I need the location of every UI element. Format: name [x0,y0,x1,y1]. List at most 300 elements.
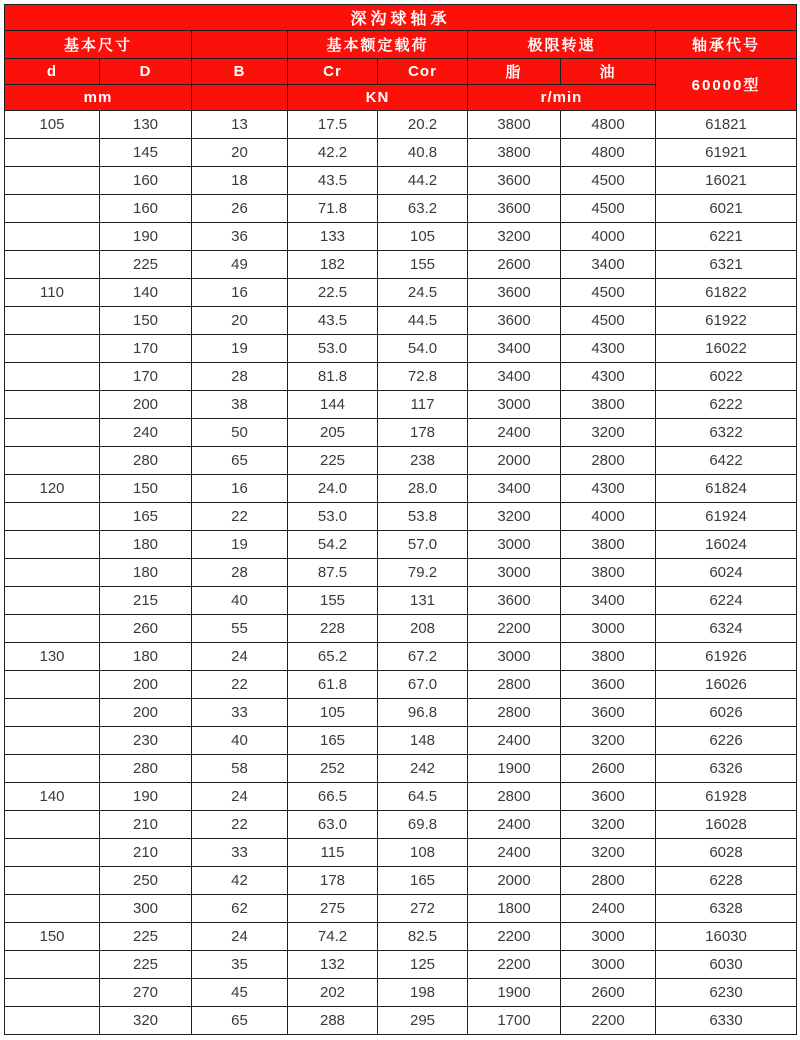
cell-D: 280 [100,755,192,783]
cell-grease-speed: 3000 [468,391,561,419]
col-header-grease: 脂 [468,59,561,85]
cell-bearing-code: 61921 [656,139,797,167]
table-row [5,923,797,951]
table-row [5,755,797,783]
cell-bearing-code: 61926 [656,643,797,671]
cell-Cr: 53.0 [288,503,378,531]
cell-D: 200 [100,699,192,727]
cell-Cor: 148 [378,727,468,755]
header-group-spacer [192,31,288,59]
cell-grease-speed: 2400 [468,839,561,867]
cell-Cr: 202 [288,979,378,1007]
cell-D: 160 [100,195,192,223]
cell-Cor: 57.0 [378,531,468,559]
cell-Cor: 295 [378,1007,468,1035]
col-header-B: B [192,59,288,85]
cell-B: 16 [192,475,288,503]
cell-grease-speed: 3400 [468,335,561,363]
cell-D: 170 [100,363,192,391]
table-row [5,167,797,195]
cell-d [5,251,100,279]
cell-oil-speed: 4800 [561,111,656,139]
cell-Cr: 228 [288,615,378,643]
cell-d [5,951,100,979]
table-row [5,195,797,223]
cell-d [5,391,100,419]
header-group-bearing-code: 轴承代号 [656,31,797,59]
cell-bearing-code: 61924 [656,503,797,531]
cell-d [5,867,100,895]
cell-B: 18 [192,167,288,195]
cell-bearing-code: 6326 [656,755,797,783]
cell-B: 50 [192,419,288,447]
cell-d [5,587,100,615]
cell-oil-speed: 4500 [561,195,656,223]
table-row [5,811,797,839]
table-row [5,307,797,335]
cell-D: 150 [100,307,192,335]
cell-Cr: 66.5 [288,783,378,811]
header-group-basic-dimensions: 基本尺寸 [5,31,192,59]
cell-D: 180 [100,559,192,587]
cell-D: 240 [100,419,192,447]
cell-bearing-code: 6324 [656,615,797,643]
cell-d [5,671,100,699]
cell-Cr: 115 [288,839,378,867]
cell-Cr: 288 [288,1007,378,1035]
table-row [5,867,797,895]
col-header-code-type: 60000型 [656,59,797,111]
cell-Cor: 54.0 [378,335,468,363]
table-row [5,839,797,867]
cell-Cr: 133 [288,223,378,251]
cell-Cor: 117 [378,391,468,419]
table-row [5,335,797,363]
cell-Cor: 272 [378,895,468,923]
table-row [5,1007,797,1035]
cell-B: 33 [192,699,288,727]
cell-grease-speed: 3200 [468,503,561,531]
cell-bearing-code: 6422 [656,447,797,475]
unit-mm: mm [5,85,192,111]
cell-oil-speed: 3200 [561,811,656,839]
cell-grease-speed: 3400 [468,475,561,503]
cell-Cor: 64.5 [378,783,468,811]
unit-spacer [192,85,288,111]
cell-d [5,363,100,391]
cell-D: 170 [100,335,192,363]
cell-D: 165 [100,503,192,531]
cell-d [5,1007,100,1035]
cell-d [5,895,100,923]
cell-Cr: 144 [288,391,378,419]
cell-Cr: 54.2 [288,531,378,559]
cell-bearing-code: 6021 [656,195,797,223]
cell-grease-speed: 2400 [468,811,561,839]
cell-grease-speed: 1900 [468,755,561,783]
cell-oil-speed: 2800 [561,447,656,475]
cell-oil-speed: 3800 [561,643,656,671]
cell-D: 300 [100,895,192,923]
cell-bearing-code: 6224 [656,587,797,615]
cell-Cr: 22.5 [288,279,378,307]
cell-d: 150 [5,923,100,951]
cell-grease-speed: 3000 [468,559,561,587]
cell-oil-speed: 4300 [561,335,656,363]
cell-Cr: 205 [288,419,378,447]
cell-grease-speed: 2000 [468,447,561,475]
cell-D: 145 [100,139,192,167]
table-row [5,503,797,531]
cell-D: 215 [100,587,192,615]
cell-d [5,223,100,251]
table-row [5,559,797,587]
cell-D: 190 [100,223,192,251]
cell-grease-speed: 2800 [468,671,561,699]
cell-bearing-code: 16028 [656,811,797,839]
col-header-d: d [5,59,100,85]
cell-D: 320 [100,1007,192,1035]
cell-bearing-code: 6221 [656,223,797,251]
table-row [5,671,797,699]
cell-bearing-code: 6321 [656,251,797,279]
cell-Cr: 65.2 [288,643,378,671]
cell-Cr: 165 [288,727,378,755]
col-header-oil: 油 [561,59,656,85]
cell-D: 200 [100,391,192,419]
table-row [5,895,797,923]
cell-bearing-code: 61821 [656,111,797,139]
cell-Cor: 44.2 [378,167,468,195]
col-header-Cor: Cor [378,59,468,85]
cell-Cr: 252 [288,755,378,783]
cell-bearing-code: 6026 [656,699,797,727]
cell-d [5,531,100,559]
cell-oil-speed: 4800 [561,139,656,167]
cell-oil-speed: 3800 [561,391,656,419]
cell-grease-speed: 2800 [468,783,561,811]
cell-oil-speed: 4000 [561,223,656,251]
cell-bearing-code: 61922 [656,307,797,335]
cell-B: 22 [192,503,288,531]
table-row [5,643,797,671]
cell-Cor: 165 [378,867,468,895]
cell-grease-speed: 3000 [468,643,561,671]
table-title: 深沟球轴承 [5,5,797,31]
cell-oil-speed: 4500 [561,307,656,335]
cell-oil-speed: 3800 [561,531,656,559]
cell-Cor: 44.5 [378,307,468,335]
cell-B: 24 [192,783,288,811]
cell-oil-speed: 3800 [561,559,656,587]
cell-D: 210 [100,839,192,867]
cell-bearing-code: 16026 [656,671,797,699]
cell-oil-speed: 4300 [561,475,656,503]
cell-D: 160 [100,167,192,195]
table-row [5,363,797,391]
table-row [5,419,797,447]
cell-Cor: 108 [378,839,468,867]
cell-Cr: 178 [288,867,378,895]
cell-d [5,979,100,1007]
cell-D: 260 [100,615,192,643]
cell-bearing-code: 61822 [656,279,797,307]
cell-B: 20 [192,307,288,335]
cell-grease-speed: 1700 [468,1007,561,1035]
cell-bearing-code: 6322 [656,419,797,447]
table-row [5,251,797,279]
cell-grease-speed: 2600 [468,251,561,279]
cell-d [5,755,100,783]
cell-bearing-code: 61928 [656,783,797,811]
cell-d [5,419,100,447]
cell-oil-speed: 2800 [561,867,656,895]
cell-grease-speed: 3600 [468,279,561,307]
cell-bearing-code: 6022 [656,363,797,391]
cell-Cr: 71.8 [288,195,378,223]
cell-oil-speed: 4500 [561,167,656,195]
cell-Cor: 238 [378,447,468,475]
cell-oil-speed: 3200 [561,727,656,755]
cell-Cr: 17.5 [288,111,378,139]
cell-Cr: 53.0 [288,335,378,363]
cell-oil-speed: 3200 [561,839,656,867]
cell-Cor: 178 [378,419,468,447]
cell-Cr: 43.5 [288,167,378,195]
table-header [5,5,797,111]
cell-D: 225 [100,923,192,951]
cell-Cor: 125 [378,951,468,979]
unit-kn: KN [288,85,468,111]
cell-D: 190 [100,783,192,811]
cell-Cor: 155 [378,251,468,279]
table-row [5,475,797,503]
cell-oil-speed: 4300 [561,363,656,391]
title-row [5,5,797,31]
table-row [5,111,797,139]
cell-bearing-code: 6230 [656,979,797,1007]
table-row [5,391,797,419]
cell-Cor: 131 [378,587,468,615]
cell-oil-speed: 2200 [561,1007,656,1035]
cell-bearing-code: 61824 [656,475,797,503]
cell-oil-speed: 2600 [561,979,656,1007]
cell-B: 26 [192,195,288,223]
cell-grease-speed: 1900 [468,979,561,1007]
cell-grease-speed: 3800 [468,139,561,167]
cell-oil-speed: 4500 [561,279,656,307]
cell-Cr: 105 [288,699,378,727]
cell-oil-speed: 3400 [561,251,656,279]
cell-Cor: 105 [378,223,468,251]
table-row [5,979,797,1007]
cell-D: 250 [100,867,192,895]
cell-B: 42 [192,867,288,895]
cell-Cor: 69.8 [378,811,468,839]
cell-Cr: 43.5 [288,307,378,335]
cell-D: 140 [100,279,192,307]
cell-oil-speed: 3600 [561,783,656,811]
cell-D: 225 [100,251,192,279]
cell-grease-speed: 2200 [468,951,561,979]
cell-grease-speed: 2400 [468,727,561,755]
cell-oil-speed: 3600 [561,699,656,727]
cell-d: 110 [5,279,100,307]
cell-oil-speed: 3000 [561,615,656,643]
cell-B: 40 [192,727,288,755]
cell-Cr: 225 [288,447,378,475]
cell-d [5,307,100,335]
cell-oil-speed: 3200 [561,419,656,447]
cell-B: 20 [192,139,288,167]
table-row [5,223,797,251]
col-header-D: D [100,59,192,85]
cell-grease-speed: 3600 [468,587,561,615]
cell-B: 40 [192,587,288,615]
cell-grease-speed: 3600 [468,307,561,335]
cell-bearing-code: 6328 [656,895,797,923]
cell-d [5,335,100,363]
cell-B: 33 [192,839,288,867]
cell-d [5,503,100,531]
cell-Cr: 61.8 [288,671,378,699]
cell-Cr: 42.2 [288,139,378,167]
cell-B: 49 [192,251,288,279]
cell-Cor: 28.0 [378,475,468,503]
cell-oil-speed: 3600 [561,671,656,699]
cell-Cor: 82.5 [378,923,468,951]
cell-B: 62 [192,895,288,923]
cell-bearing-code: 6226 [656,727,797,755]
cell-D: 180 [100,643,192,671]
cell-oil-speed: 2600 [561,755,656,783]
cell-grease-speed: 2800 [468,699,561,727]
cell-Cr: 81.8 [288,363,378,391]
table-row [5,951,797,979]
cell-Cr: 24.0 [288,475,378,503]
table-row [5,531,797,559]
cell-grease-speed: 2200 [468,615,561,643]
cell-d [5,167,100,195]
cell-d [5,727,100,755]
cell-B: 13 [192,111,288,139]
cell-B: 22 [192,811,288,839]
table-row [5,279,797,307]
cell-D: 200 [100,671,192,699]
bearing-spec-table [4,4,797,1035]
table-row [5,139,797,167]
cell-bearing-code: 6222 [656,391,797,419]
cell-oil-speed: 3400 [561,587,656,615]
cell-Cr: 63.0 [288,811,378,839]
cell-D: 225 [100,951,192,979]
cell-Cor: 20.2 [378,111,468,139]
cell-Cr: 74.2 [288,923,378,951]
cell-Cr: 275 [288,895,378,923]
cell-Cr: 132 [288,951,378,979]
cell-d [5,615,100,643]
cell-B: 16 [192,279,288,307]
cell-D: 280 [100,447,192,475]
cell-B: 24 [192,923,288,951]
cell-bearing-code: 16021 [656,167,797,195]
cell-B: 28 [192,363,288,391]
cell-B: 65 [192,1007,288,1035]
cell-oil-speed: 3000 [561,923,656,951]
cell-Cor: 79.2 [378,559,468,587]
table-row [5,783,797,811]
cell-Cor: 67.2 [378,643,468,671]
cell-bearing-code: 16030 [656,923,797,951]
cell-grease-speed: 3400 [468,363,561,391]
cell-d: 120 [5,475,100,503]
cell-Cr: 155 [288,587,378,615]
cell-Cr: 87.5 [288,559,378,587]
unit-rpm: r/min [468,85,656,111]
cell-grease-speed: 2200 [468,923,561,951]
cell-D: 210 [100,811,192,839]
cell-oil-speed: 4000 [561,503,656,531]
cell-grease-speed: 1800 [468,895,561,923]
cell-B: 38 [192,391,288,419]
cell-d [5,559,100,587]
cell-Cr: 182 [288,251,378,279]
cell-bearing-code: 6330 [656,1007,797,1035]
col-header-Cr: Cr [288,59,378,85]
cell-d: 140 [5,783,100,811]
header-group-limit-speed: 极限转速 [468,31,656,59]
cell-Cor: 67.0 [378,671,468,699]
cell-Cor: 96.8 [378,699,468,727]
cell-d: 105 [5,111,100,139]
cell-bearing-code: 6024 [656,559,797,587]
cell-D: 130 [100,111,192,139]
table-row [5,615,797,643]
cell-B: 28 [192,559,288,587]
cell-B: 19 [192,531,288,559]
cell-Cor: 53.8 [378,503,468,531]
cell-grease-speed: 3800 [468,111,561,139]
table-body [5,111,797,1035]
cell-B: 22 [192,671,288,699]
cell-oil-speed: 2400 [561,895,656,923]
cell-B: 45 [192,979,288,1007]
cell-Cor: 72.8 [378,363,468,391]
cell-d [5,447,100,475]
cell-bearing-code: 6030 [656,951,797,979]
cell-d [5,839,100,867]
cell-oil-speed: 3000 [561,951,656,979]
cell-Cor: 40.8 [378,139,468,167]
cell-D: 150 [100,475,192,503]
cell-grease-speed: 3600 [468,167,561,195]
cell-d [5,139,100,167]
column-header-row [5,59,797,85]
cell-grease-speed: 2000 [468,867,561,895]
cell-d [5,699,100,727]
cell-Cor: 242 [378,755,468,783]
cell-Cor: 63.2 [378,195,468,223]
cell-D: 270 [100,979,192,1007]
cell-d [5,195,100,223]
cell-bearing-code: 6228 [656,867,797,895]
cell-D: 230 [100,727,192,755]
group-header-row [5,31,797,59]
cell-grease-speed: 3000 [468,531,561,559]
cell-B: 24 [192,643,288,671]
cell-Cor: 208 [378,615,468,643]
table-row [5,727,797,755]
